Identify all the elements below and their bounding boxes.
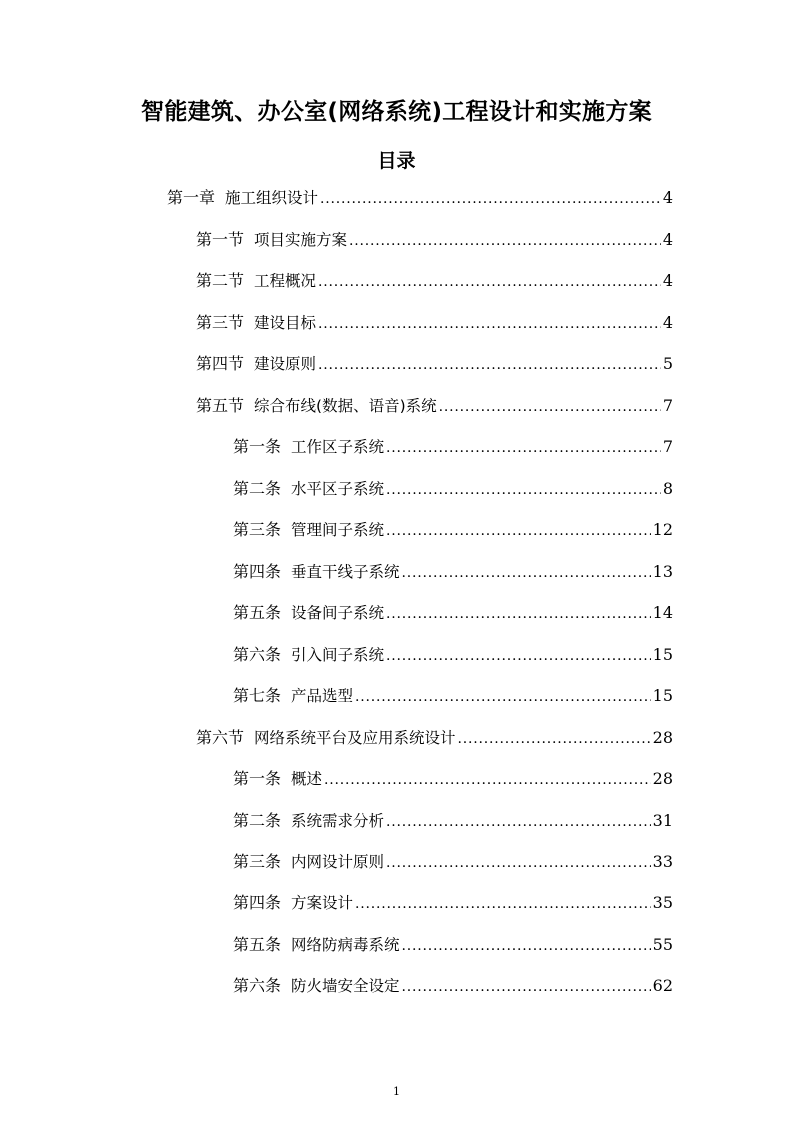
dot-leader: [386, 479, 661, 501]
toc-entry-article-6-2[interactable]: [233, 810, 673, 832]
toc-entry-number: 第三条: [233, 520, 282, 539]
toc-entry-page: 7: [662, 396, 673, 415]
toc-entry-title: 工程概况: [254, 272, 317, 290]
toc-entry-page: 33: [652, 852, 673, 871]
toc-entry-section-5[interactable]: [196, 395, 673, 417]
toc-entry-number: 第一条: [233, 769, 282, 788]
toc-entry-number: 第一条: [233, 437, 282, 456]
toc-entry-page: 15: [652, 645, 673, 664]
toc-entry-page: 28: [652, 769, 673, 788]
toc-entry-number: 第四条: [233, 562, 282, 581]
toc-entry-title: 方案设计: [291, 894, 354, 912]
toc-entry-article-5-1[interactable]: [233, 436, 673, 458]
toc-entry-section-1[interactable]: [196, 229, 673, 251]
toc-entry-article-5-5[interactable]: [233, 602, 673, 624]
dot-leader: [458, 728, 651, 750]
dot-leader: [318, 271, 661, 293]
toc-entry-page: 4: [662, 230, 673, 249]
toc-entry-page: 12: [652, 520, 673, 539]
toc-entry-article-6-1[interactable]: [233, 768, 673, 790]
dot-leader: [386, 437, 661, 459]
toc-entry-article-6-4[interactable]: [233, 892, 673, 914]
toc-entry-section-2[interactable]: [196, 270, 673, 292]
document-title: 智能建筑、办公室(网络系统)工程设计和实施方案: [141, 99, 652, 125]
page-number: 1: [393, 1085, 400, 1098]
toc-entry-section-6[interactable]: [196, 727, 673, 749]
toc-entry-page: 35: [652, 893, 673, 912]
dot-leader: [355, 893, 651, 915]
toc-entry-chapter-1[interactable]: [167, 187, 673, 209]
toc-entry-number: 第一节: [196, 230, 245, 249]
toc-entry-number: 第二条: [233, 479, 282, 498]
toc-entry-number: 第四节: [196, 354, 245, 373]
dot-leader: [386, 811, 651, 833]
toc-entry-article-5-3[interactable]: [233, 519, 673, 541]
toc-entry-page: 31: [652, 811, 673, 830]
dot-leader: [402, 935, 651, 957]
toc-entry-number: 第七条: [233, 686, 282, 705]
dot-leader: [386, 603, 651, 625]
toc-entry-article-6-6[interactable]: [233, 975, 673, 997]
toc-entry-page: 4: [662, 313, 673, 332]
dot-leader: [324, 769, 651, 791]
toc-entry-article-5-7[interactable]: [233, 685, 673, 707]
toc-entry-number: 第二节: [196, 271, 245, 290]
toc-entry-section-4[interactable]: [196, 353, 673, 375]
toc-entry-number: 第六节: [196, 728, 245, 747]
dot-leader: [349, 230, 661, 252]
toc-entry-page: 28: [652, 728, 673, 747]
toc-entry-page: 4: [662, 271, 673, 290]
toc-entry-number: 第六条: [233, 645, 282, 664]
toc-entry-page: 8: [662, 479, 673, 498]
dot-leader: [439, 396, 661, 418]
toc-entry-title: 管理间子系统: [291, 521, 385, 539]
toc-entry-title: 产品选型: [291, 687, 354, 705]
toc-entry-page: 5: [662, 354, 673, 373]
toc-entry-number: 第五节: [196, 396, 245, 415]
toc-entry-number: 第五条: [233, 935, 282, 954]
toc-entry-number: 第三节: [196, 313, 245, 332]
toc-entry-title: 建设目标: [254, 314, 317, 332]
toc-entry-number: 第五条: [233, 603, 282, 622]
toc-entry-title: 建设原则: [254, 355, 317, 373]
dot-leader: [318, 313, 661, 335]
toc-entry-number: 第二条: [233, 811, 282, 830]
dot-leader: [386, 645, 651, 667]
toc-entry-article-5-4[interactable]: [233, 561, 673, 583]
toc-entry-number: 第六条: [233, 976, 282, 995]
toc-entry-number: 第四条: [233, 893, 282, 912]
toc-entry-article-5-2[interactable]: [233, 478, 673, 500]
toc-entry-title: 项目实施方案: [254, 231, 348, 249]
toc-entry-title: 设备间子系统: [291, 604, 385, 622]
toc-entry-article-6-5[interactable]: [233, 934, 673, 956]
dot-leader: [402, 562, 651, 584]
toc-entry-title: 网络防病毒系统: [291, 936, 400, 954]
toc-entry-section-3[interactable]: [196, 312, 673, 334]
toc-entry-title: 水平区子系统: [291, 480, 385, 498]
toc-entry-title: 施工组织设计: [225, 189, 319, 207]
toc-entry-article-6-3[interactable]: [233, 851, 673, 873]
toc-entry-title: 内网设计原则: [291, 853, 385, 871]
toc-entry-page: 14: [652, 603, 673, 622]
toc-entry-page: 15: [652, 686, 673, 705]
toc-entry-number: 第一章: [167, 188, 216, 207]
toc-entry-page: 7: [662, 437, 673, 456]
toc-entry-title: 网络系统平台及应用系统设计: [254, 729, 456, 747]
dot-leader: [386, 520, 651, 542]
dot-leader: [386, 852, 651, 874]
toc-entry-title: 工作区子系统: [291, 438, 385, 456]
toc-entry-title: 综合布线(数据、语音)系统: [254, 397, 437, 415]
toc-entry-title: 垂直干线子系统: [291, 563, 400, 581]
toc-entry-title: 概述: [291, 770, 323, 788]
toc-entry-title: 引入间子系统: [291, 646, 385, 664]
toc-heading: 目录: [377, 150, 416, 172]
toc-entry-title: 系统需求分析: [291, 812, 385, 830]
dot-leader: [318, 354, 661, 376]
toc-entry-page: 13: [652, 562, 673, 581]
toc-entry-article-5-6[interactable]: [233, 644, 673, 666]
toc-entry-number: 第三条: [233, 852, 282, 871]
dot-leader: [355, 686, 651, 708]
toc-entry-page: 62: [652, 976, 673, 995]
dot-leader: [320, 188, 661, 210]
dot-leader: [402, 976, 651, 998]
toc-entry-page: 4: [662, 188, 673, 207]
toc-entry-page: 55: [652, 935, 673, 954]
toc-entry-title: 防火墙安全设定: [291, 977, 400, 995]
